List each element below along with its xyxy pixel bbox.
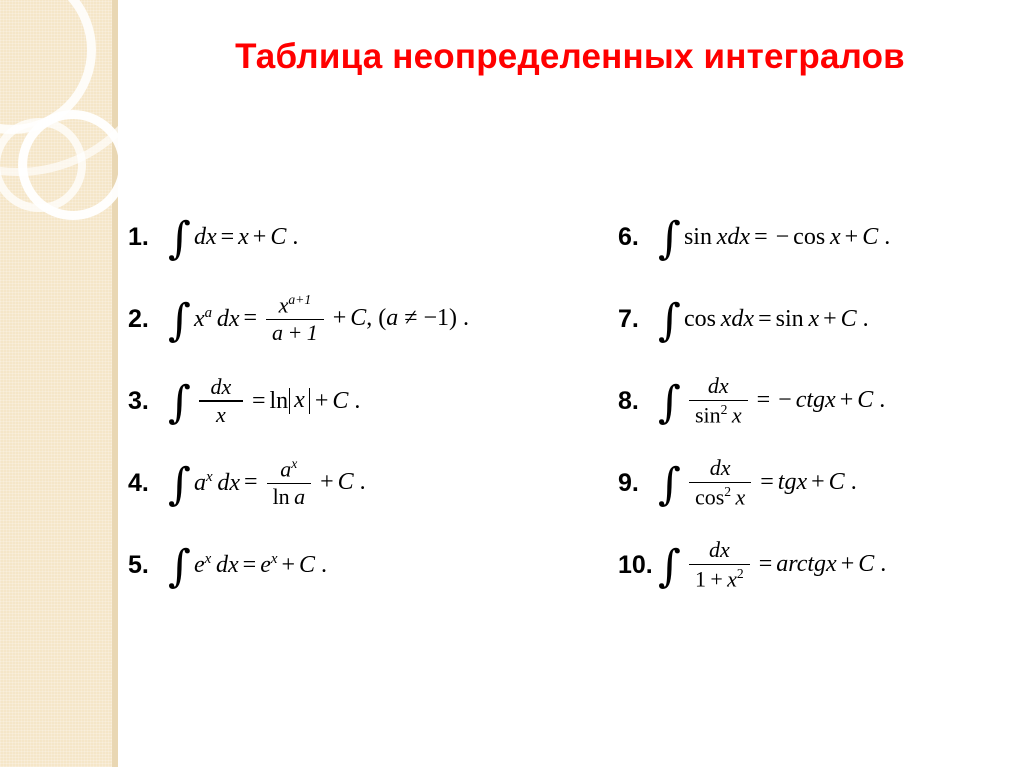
formula-body bbox=[168, 212, 299, 264]
equals-sign: = bbox=[243, 305, 258, 332]
formula-body bbox=[658, 374, 885, 428]
list-item bbox=[122, 446, 612, 520]
period-mark: . bbox=[359, 469, 366, 496]
plus-sign: + bbox=[314, 387, 329, 414]
period-mark: . bbox=[354, 387, 361, 414]
period-mark: . bbox=[884, 223, 891, 250]
integrand: $x^a$ dx bbox=[193, 304, 240, 332]
formula-body bbox=[658, 294, 869, 346]
fraction-numerator: $a^x$ bbox=[280, 455, 298, 482]
equals-sign: = bbox=[758, 305, 772, 332]
formula-number: 1. bbox=[128, 222, 149, 251]
formula-number: 4. bbox=[128, 468, 149, 497]
plus-sign: + bbox=[839, 387, 854, 414]
integral-icon: ∫ bbox=[168, 376, 191, 428]
fraction-denominator: x bbox=[216, 401, 226, 427]
equals-sign: = bbox=[244, 469, 258, 496]
fraction-denominator: ln a bbox=[272, 484, 306, 510]
plus-sign: + bbox=[281, 551, 296, 578]
formula-number: 7. bbox=[618, 304, 639, 333]
constant-c: C bbox=[337, 469, 354, 496]
integrand: $a^x$ dx bbox=[193, 468, 241, 496]
period-mark: . bbox=[879, 387, 886, 414]
formula-body bbox=[658, 456, 857, 510]
period-mark: . bbox=[850, 469, 857, 496]
list-item bbox=[612, 282, 1022, 356]
list-item bbox=[122, 364, 612, 438]
plus-sign: + bbox=[252, 223, 267, 250]
constant-c: C bbox=[270, 223, 287, 250]
integrand: cos xdx bbox=[683, 305, 755, 332]
fraction-numerator: dx bbox=[709, 454, 731, 480]
result: arctgx bbox=[776, 551, 837, 578]
formula-body bbox=[168, 375, 360, 428]
integral-icon: ∫ bbox=[168, 294, 191, 346]
constant-c: C bbox=[828, 469, 845, 496]
plus-sign: + bbox=[320, 469, 334, 496]
formula-number: 3. bbox=[128, 386, 149, 415]
constant-c: C bbox=[858, 551, 875, 578]
fraction bbox=[689, 538, 750, 592]
integral-icon: ∫ bbox=[658, 212, 681, 264]
integral-icon: ∫ bbox=[658, 376, 681, 428]
formula-number: 2. bbox=[128, 304, 149, 333]
fraction-denominator: $\sin^2 x$ bbox=[694, 402, 742, 428]
period-mark: . bbox=[862, 305, 869, 332]
fraction-numerator: dx bbox=[707, 372, 729, 398]
list-item bbox=[122, 200, 612, 274]
formula-number: 10. bbox=[618, 550, 653, 579]
integral-icon: ∫ bbox=[168, 540, 191, 592]
equals-sign: = bbox=[251, 387, 266, 414]
fraction-denominator: $1 + x^2$ bbox=[694, 566, 744, 592]
period-mark: . bbox=[321, 551, 328, 578]
fraction bbox=[266, 292, 324, 346]
formula-number: 5. bbox=[128, 550, 149, 579]
constant-c: C bbox=[840, 305, 857, 332]
formula-column-left bbox=[122, 200, 612, 610]
result: ctgx bbox=[795, 387, 836, 414]
list-item bbox=[122, 282, 612, 356]
fraction bbox=[267, 456, 312, 510]
plus-sign: + bbox=[811, 469, 825, 496]
formula-body bbox=[168, 292, 469, 346]
fraction-numerator: $x^{a+1}$ bbox=[278, 291, 312, 318]
fraction bbox=[689, 456, 751, 510]
fraction-denominator: a + 1 bbox=[272, 320, 318, 346]
fraction bbox=[199, 375, 243, 428]
constant-c: C bbox=[857, 387, 874, 414]
integrand: dx bbox=[193, 223, 217, 250]
plus-sign: + bbox=[840, 551, 855, 578]
integral-icon: ∫ bbox=[168, 458, 191, 510]
formula-number: 6. bbox=[618, 222, 639, 251]
fraction bbox=[689, 374, 748, 428]
condition: (a ≠ −1) bbox=[378, 305, 457, 332]
minus-sign: − bbox=[778, 387, 792, 414]
formula-body bbox=[658, 212, 891, 264]
constant-c: C bbox=[350, 305, 367, 332]
result: x bbox=[238, 223, 249, 250]
constant-c: C bbox=[299, 551, 316, 578]
fraction-numerator: dx bbox=[708, 536, 730, 562]
formula-number: 9. bbox=[618, 468, 639, 497]
period-mark: . bbox=[880, 551, 887, 578]
plus-sign: + bbox=[332, 305, 347, 332]
equals-sign: = bbox=[754, 223, 768, 250]
page-title: Таблица неопределенных интегралов bbox=[235, 37, 905, 76]
formula-body bbox=[658, 538, 886, 592]
result: tgx bbox=[777, 469, 808, 496]
plus-sign: + bbox=[844, 223, 859, 250]
fraction-denominator: $\cos^2 x$ bbox=[694, 484, 746, 510]
list-item bbox=[612, 446, 1022, 520]
equals-sign: = bbox=[242, 551, 257, 578]
formula-body bbox=[168, 540, 328, 592]
equals-sign: = bbox=[756, 387, 771, 414]
equals-sign: = bbox=[760, 469, 774, 496]
list-item bbox=[612, 200, 1022, 274]
integral-icon: ∫ bbox=[658, 294, 681, 346]
minus-sign: − bbox=[775, 223, 790, 250]
integrand: $e^x$ dx bbox=[193, 551, 239, 578]
formula-column-right bbox=[612, 200, 1022, 610]
integral-icon: ∫ bbox=[658, 458, 681, 510]
formula-body bbox=[168, 456, 366, 510]
integral-icon: ∫ bbox=[658, 540, 681, 592]
fraction-numerator: dx bbox=[210, 373, 232, 399]
integrand: sin xdx bbox=[683, 223, 751, 250]
result: $e^x$ bbox=[260, 551, 278, 578]
result: sin x bbox=[775, 305, 820, 332]
absolute-value: x bbox=[289, 388, 310, 413]
result: cos x bbox=[793, 223, 841, 250]
comma: , bbox=[366, 305, 379, 332]
constant-c: C bbox=[332, 387, 349, 414]
equals-sign: = bbox=[220, 223, 235, 250]
constant-c: C bbox=[862, 223, 879, 250]
list-item bbox=[612, 364, 1022, 438]
equals-sign: = bbox=[758, 551, 773, 578]
integral-icon: ∫ bbox=[168, 212, 191, 264]
list-item bbox=[612, 528, 1022, 602]
list-item bbox=[122, 528, 612, 602]
plus-sign: + bbox=[823, 305, 837, 332]
formula-number: 8. bbox=[618, 386, 639, 415]
period-mark: . bbox=[292, 223, 299, 250]
log-function: ln bbox=[269, 387, 289, 414]
period-mark: . bbox=[462, 305, 469, 332]
